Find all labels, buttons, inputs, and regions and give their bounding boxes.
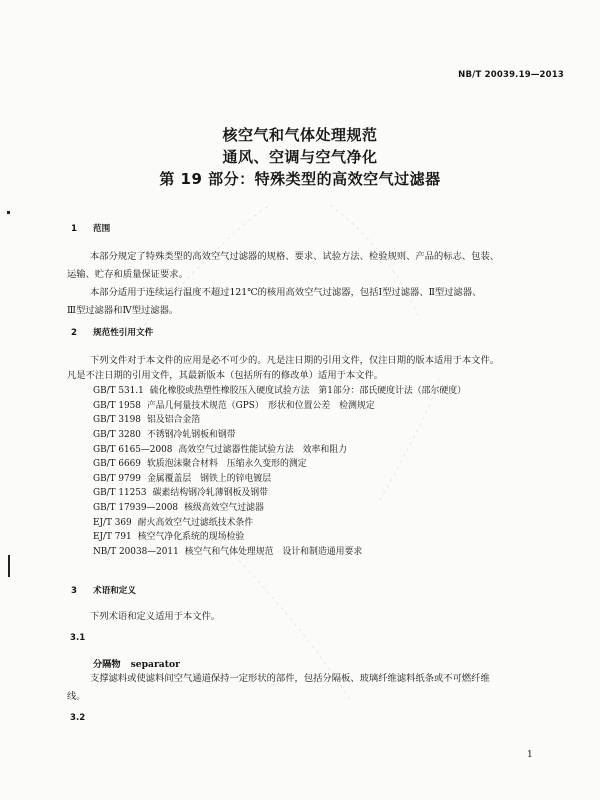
section-1-heading [71, 222, 110, 234]
reference-item [93, 399, 466, 414]
reference-code: GB/T 17939—2008 [93, 503, 179, 514]
scan-mark-dot [7, 211, 10, 214]
term-entry [93, 656, 180, 670]
reference-item [93, 486, 466, 501]
reference-title: 铝及铝合金箔 [146, 415, 201, 426]
reference-code: GB/T 531.1 [93, 386, 144, 396]
reference-code: GB/T 3280 [93, 429, 141, 440]
reference-item [93, 472, 466, 487]
section-title: 范围 [93, 224, 111, 234]
reference-item [93, 501, 466, 516]
section-3-heading [71, 584, 136, 596]
scan-mark-bar [8, 555, 10, 577]
text-line: 本部分规定了特殊类型的高效空气过滤器的规格、要求、试验方法、检验规则、产品的标志、包装、 [90, 251, 500, 262]
reference-code: GB/T 9799 [93, 473, 141, 484]
standard-code: NB/T 20039.19—2013 [458, 70, 564, 80]
page-number: 1 [527, 750, 533, 760]
section-number: 1 [71, 224, 77, 234]
term-definition [67, 670, 549, 706]
reference-title: 软质泡沫聚合材料 压缩永久变形的测定 [146, 459, 307, 470]
section-title: 术语和定义 [93, 586, 136, 596]
section-number: 2 [71, 328, 77, 338]
reference-title: 核空气净化系统的现场检验 [137, 532, 245, 543]
text-line: 支撑滤料或使滤料间空气通道保持一定形状的部件，包括分隔板、玻璃纤维滤料纸条或不可燃纤维 [90, 673, 490, 684]
text-line: 下列术语和定义适用于本文件。 [90, 611, 221, 622]
reference-title: 高效空气过滤器性能试验方法 效率和阻力 [178, 444, 348, 455]
reference-title: 耐火高效空气过滤纸技术条件 [137, 517, 254, 528]
reference-code: NB/T 20038—2011 [93, 547, 179, 558]
reference-code: GB/T 6669 [93, 459, 141, 470]
reference-code: EJ/T 369 [93, 517, 132, 528]
term-english: separator [130, 659, 180, 670]
references-intro [67, 352, 549, 385]
title-line-1: 核空气和气体处理规范 [222, 126, 378, 144]
reference-item [93, 443, 466, 458]
reference-item [93, 428, 466, 443]
text-line: 本部分适用于连续运行温度不超过121℃的核用高效空气过滤器，包括Ⅰ型过滤器、Ⅱ型过滤器、 [90, 287, 482, 298]
text-line: 凡是不注日期的引用文件，其最新版本（包括所有的修改单）适用于本文件。 [67, 370, 384, 381]
term-chinese: 分隔物 [93, 659, 121, 670]
text-line: 运输、贮存和质量保证要求。 [67, 269, 188, 280]
text-line: 线。 [67, 691, 86, 702]
reference-title: 核空气和气体处理规范 设计和制造通用要求 [184, 547, 363, 558]
reference-item [93, 545, 466, 560]
text-line: Ⅲ型过滤器和Ⅳ型过滤器。 [67, 305, 179, 316]
reference-title: 硫化橡胶或热塑性橡胶压入硬度试验方法 第1部分：邵氏硬度计法（邵尔硬度） [149, 386, 467, 396]
reference-item [93, 530, 466, 545]
reference-code: GB/T 6165—2008 [93, 444, 173, 455]
reference-code: GB/T 1958 [93, 400, 141, 411]
text-line: 下列文件对于本文件的应用是必不可少的。凡是注日期的引用文件，仅注日期的版本适用于本文件。 [90, 355, 500, 366]
title-line-2: 通风、空调与空气净化 [222, 148, 378, 166]
scope-paragraph-2 [67, 284, 549, 320]
reference-code: GB/T 3198 [93, 415, 141, 426]
section-title: 规范性引用文件 [93, 328, 154, 338]
terms-intro [67, 608, 549, 626]
section-number: 3 [71, 586, 77, 596]
reference-title: 产品几何量技术规范（GPS） 形状和位置公差 检测规定 [146, 400, 375, 411]
reference-list [93, 384, 466, 560]
reference-title: 碳素结构钢冷轧薄钢板及钢带 [152, 488, 268, 499]
document-title [0, 124, 600, 190]
reference-title: 不锈钢冷轧钢板和钢带 [146, 429, 236, 440]
reference-item [93, 457, 466, 472]
section-2-heading [71, 326, 153, 338]
reference-item [93, 384, 466, 399]
reference-title: 核级高效空气过滤器 [184, 503, 264, 514]
clause-3-2: 3.2 [70, 713, 86, 723]
clause-3-1: 3.1 [70, 633, 86, 643]
reference-item [93, 516, 466, 531]
reference-title: 金属覆盖层 钢铁上的锌电镀层 [146, 473, 272, 484]
title-line-3: 第 19 部分：特殊类型的高效空气过滤器 [159, 170, 441, 188]
reference-code: EJ/T 791 [93, 532, 132, 543]
scope-paragraph-1 [67, 248, 549, 284]
reference-code: GB/T 11253 [93, 488, 147, 499]
reference-item [93, 413, 466, 428]
